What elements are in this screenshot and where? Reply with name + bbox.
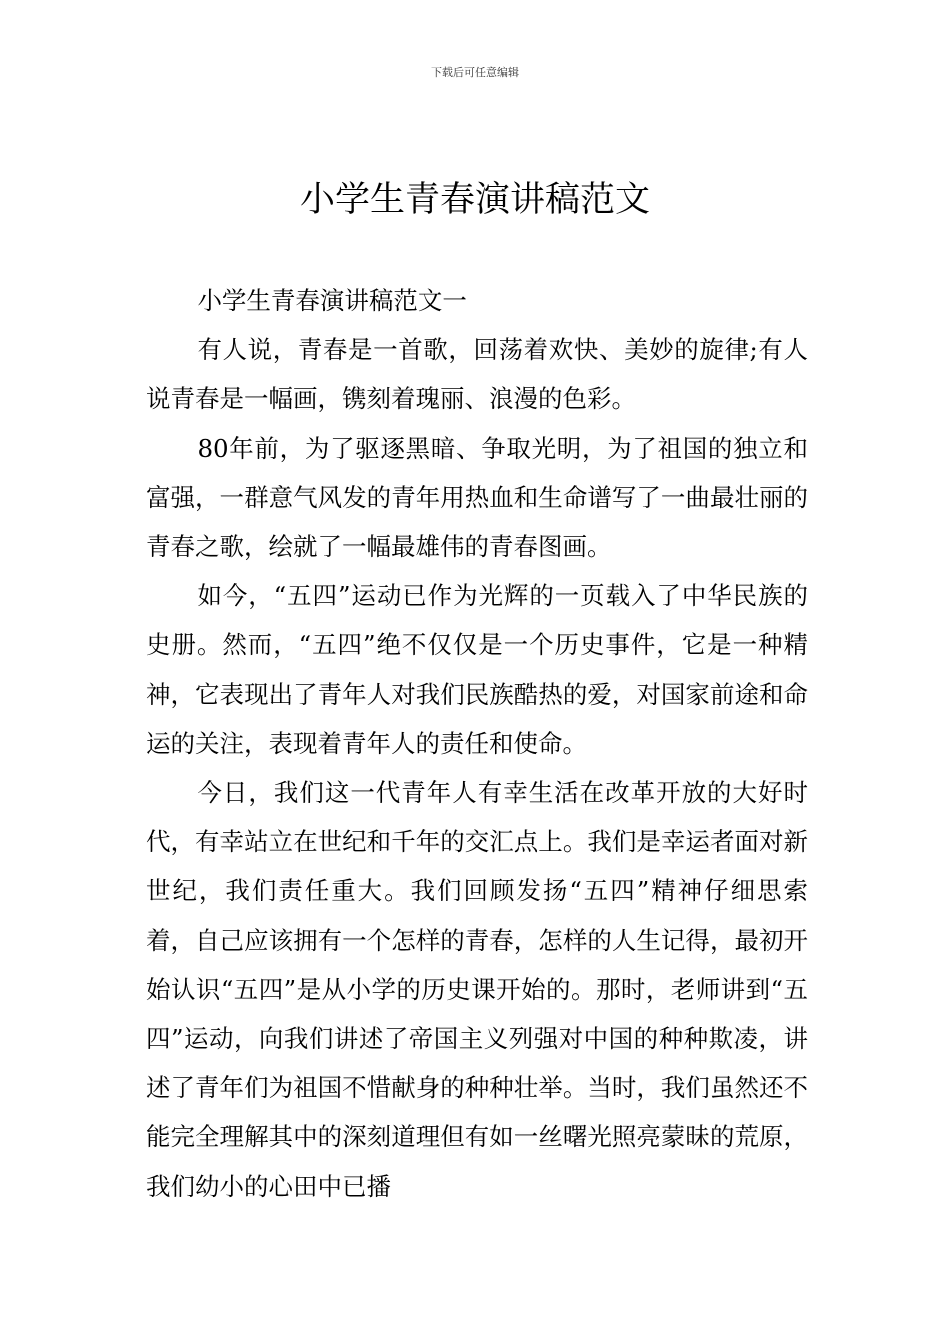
section-heading: 小学生青春演讲稿范文一 [197,286,467,315]
paragraph: 80年前，为了驱逐黑暗、争取光明，为了祖国的独立和富强，一群意气风发的青年用热血和生命谱写了一曲最壮丽的青春之歌，绘就了一幅最雄伟的青春图画。 [146,433,808,562]
paragraph: 今日，我们这一代青年人有幸生活在改革开放的大好时代，有幸站立在世纪和千年的交汇点上。我们是幸运者面对新世纪，我们责任重大。我们回顾发扬“五四”精神仔细思索着，自己应该拥有一个怎样的青春，怎样的人生记得，最初开始认识“五四”是从小学的历史课开始的。那时，老师讲到“五四”运动，向我们讲述了帝国主义列强对中国的种种欺凌，讲述了青年们为祖国不惜献身的种种壮举。当时，我们虽然还不能完全理解其中的深刻道理但有如一丝曙光照亮蒙昧的荒原，我们幼小的心田中已播 [146,778,808,1201]
document-title: 小学生青春演讲稿范文 [299,180,650,220]
document-body [146,276,808,1211]
paragraph: 如今，“五四”运动已作为光辉的一页载入了中华民族的史册。然而，“五四”绝不仅仅是一个历史事件，它是一种精神，它表现出了青年人对我们民族酷热的爱，对国家前途和命运的关注，表现着青年人的责任和使命。 [146,581,808,758]
paragraph: 有人说，青春是一首歌，回荡着欢快、美妙的旋律;有人说青春是一幅画，镌刻着瑰丽、浪漫的色彩。 [146,335,808,414]
header-note: 下载后可任意编辑 [431,66,519,79]
